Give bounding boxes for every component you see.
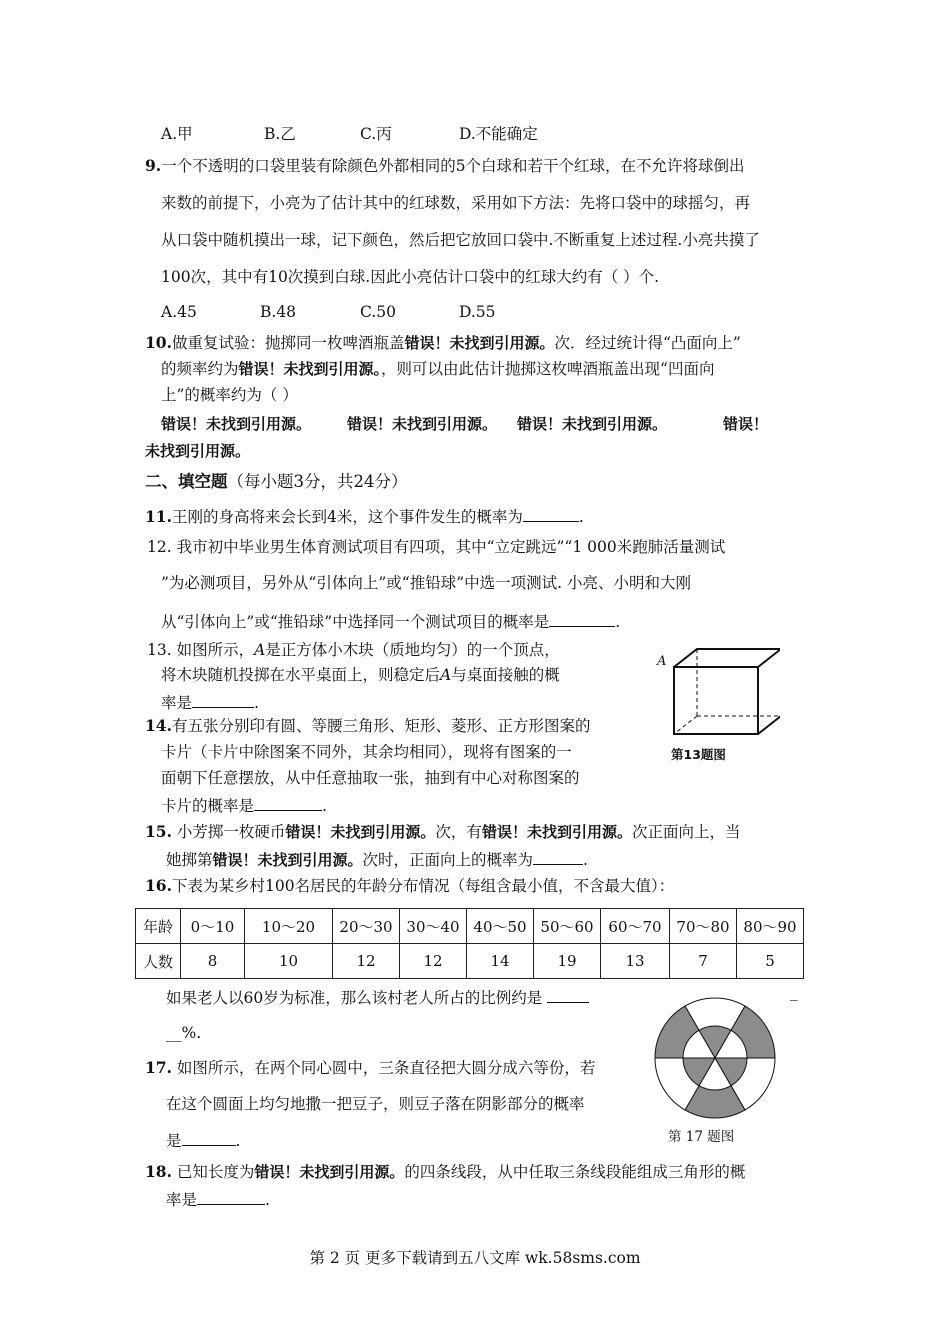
- q10-option-d-part: 错误！: [723, 415, 769, 433]
- q9-text-1: 一个不透明的口袋里装有除颜色外都相同的5个白球和若干个红球，在不允许将球倒出: [161, 157, 745, 175]
- table-header-cell: 20～30: [333, 909, 400, 944]
- q14-text-1: 有五张分别印有圆、等腰三角形、矩形、菱形、正方形图案的: [171, 717, 591, 735]
- table-cell: 5: [737, 944, 804, 979]
- error-ref: 错误！未找到引用源。: [254, 1163, 405, 1181]
- q13-text-2b: 与桌面接触的概: [451, 666, 560, 684]
- q17-line-1: [145, 1058, 595, 1078]
- table-cell: 12: [400, 944, 467, 979]
- q9-option-c: C.50: [360, 303, 396, 321]
- q10-line-1: [145, 333, 741, 353]
- q15-text-1c: 次正面向上，当: [631, 823, 741, 841]
- section-2-heading: [145, 472, 408, 492]
- q15-end: .: [583, 851, 588, 869]
- q14-line-4: [161, 794, 327, 816]
- q8-option-a: A.甲: [161, 125, 193, 143]
- table-header-cell: 40～50: [467, 909, 534, 944]
- table-cell: 7: [670, 944, 737, 979]
- q13-text-1b: 是正方体小木块（质地均匀）的一个顶点，: [265, 641, 560, 659]
- q8-option-d: D.不能确定: [459, 125, 538, 143]
- q16-tail-blank: _: [790, 983, 798, 1001]
- table-cell: 12: [333, 944, 400, 979]
- q13-line-3: [161, 691, 259, 713]
- q18-text-1a: 已知长度为: [171, 1163, 255, 1181]
- error-ref: 错误！未找到引用源。: [285, 823, 436, 841]
- q14-text-4: 卡片的概率是: [161, 797, 255, 815]
- q13-var-a: A: [254, 641, 266, 659]
- q16-after-line-1: [166, 986, 589, 1008]
- section-2-note: （每小题3分，共24分）: [227, 472, 408, 491]
- q14-end: .: [322, 797, 327, 815]
- q13-text-3: 率是: [161, 694, 193, 712]
- error-ref: 错误！未找到引用源。: [481, 823, 632, 841]
- q15-text-2b: 次时，正面向上的概率为: [362, 851, 534, 869]
- q16-intro: 下表为某乡村100名居民的年龄分布情况（每组含最小值，不含最大值）：: [171, 877, 675, 895]
- q11-end: .: [578, 508, 584, 526]
- q14-line-1: [145, 716, 590, 736]
- q17-line-3: [166, 1129, 240, 1151]
- q13-end: .: [254, 694, 259, 712]
- page-footer: 第 2 页 更多下载请到五八文库 wk.58sms.com: [309, 1249, 641, 1267]
- table-header-cell: 0～10: [181, 909, 245, 944]
- q18-line-1: [145, 1162, 745, 1182]
- table-header-cell: 80～90: [737, 909, 804, 944]
- table-cell: 10: [245, 944, 333, 979]
- table-row: [136, 944, 804, 979]
- q9-number: 9.: [145, 156, 162, 175]
- q15-text-1a: 小芳掷一枚硬币: [171, 823, 286, 841]
- q13-figure-caption: 第13题图: [671, 747, 726, 762]
- answer-blank[interactable]: [533, 848, 583, 865]
- q12-text-3: 从“引体向上”或“推铅球”中选择同一个测试项目的概率是: [161, 613, 550, 631]
- q11-text: 王刚的身高将来会长到4米，这个事件发生的概率为: [171, 508, 523, 526]
- q17-text-1: 如图所示，在两个同心圆中，三条直径把大圆分成六等份，若: [171, 1059, 596, 1077]
- q9-option-a: A.45: [161, 303, 197, 321]
- q18-end: .: [265, 1191, 270, 1209]
- error-ref: 错误！未找到引用源。: [212, 851, 363, 869]
- q9-line-3: 从口袋中随机摸出一球，记下颜色，然后把它放回口袋中.不断重复上述过程.小亮共摸了: [161, 231, 760, 249]
- q15-text-2a: 她掷第: [166, 851, 213, 869]
- q16-after-line-2: __%.: [166, 1024, 202, 1042]
- q12-line-1: 12. 我市初中毕业男生体育测试项目有四项，其中“立定跳远”“1 000米跑肺活量测试: [147, 538, 726, 556]
- concentric-circles-figure: [648, 996, 782, 1120]
- q15-line-2: [166, 848, 588, 870]
- q13-line-2: [161, 665, 560, 685]
- q10-option-d-rest: 未找到引用源。: [145, 442, 251, 460]
- q14-number: 14.: [145, 716, 172, 735]
- q14-line-2: 卡片（卡片中除图案不同外，其余均相同），现将有图案的一: [161, 743, 572, 761]
- q15-text-1b: 次，有: [435, 823, 482, 841]
- table-row: [136, 909, 804, 944]
- q12-end: .: [615, 613, 621, 631]
- answer-blank[interactable]: [197, 1188, 265, 1205]
- q17-text-3: 是: [166, 1132, 182, 1150]
- q10-option-c: 错误！未找到引用源。: [517, 415, 668, 433]
- q18-text-1b: 的四条线段，从中任取三条线段能组成三角形的概: [404, 1163, 746, 1181]
- answer-blank[interactable]: [182, 1129, 236, 1146]
- table-cell: 13: [601, 944, 670, 979]
- q16-intro-line: [145, 876, 674, 896]
- q16-after-text: 如果老人以60岁为标准，那么该村老人所占的比例约是: [166, 989, 543, 1007]
- answer-blank[interactable]: [523, 505, 579, 522]
- q10-text-2b: ，则可以由此估计抛掷这枚啤酒瓶盖出现“凹面向: [381, 360, 715, 378]
- q9-option-d: D.55: [459, 303, 496, 321]
- table-cell: 8: [181, 944, 245, 979]
- q9-line-2: 来数的前提下，小亮为了估计其中的红球数，采用如下方法：先将口袋中的球摇匀，再: [161, 194, 751, 212]
- q8-option-b: B.乙: [264, 125, 296, 143]
- q13-text-1a: 13. 如图所示，: [147, 641, 255, 659]
- table-header-cell: 70～80: [670, 909, 737, 944]
- q11-line: [145, 505, 584, 527]
- q10-text-1b: 次．经过统计得“凸面向上”: [554, 334, 741, 352]
- cube-figure: [650, 640, 780, 740]
- q11-number: 11.: [145, 507, 172, 526]
- q10-option-a: 错误！未找到引用源。: [161, 415, 312, 433]
- q10-options: [161, 414, 768, 434]
- q10-line-3: 上”的概率约为（ ）: [161, 386, 298, 404]
- age-distribution-table: [135, 908, 804, 979]
- table-cell: 14: [467, 944, 534, 979]
- cube-front-face: [674, 667, 758, 734]
- q18-number: 18.: [145, 1162, 172, 1181]
- q10-number: 10.: [145, 333, 172, 352]
- q15-number: 15.: [145, 822, 172, 841]
- q18-line-2: [166, 1188, 270, 1210]
- q17-number: 17.: [145, 1058, 172, 1077]
- section-2-title: 二、填空题: [145, 472, 228, 491]
- q15-line-1: [145, 822, 740, 842]
- answer-blank[interactable]: [254, 794, 322, 811]
- table-header-cell: 年龄: [136, 909, 181, 944]
- q13-text-2a: 将木块随机投掷在水平桌面上，则稳定后: [161, 666, 441, 684]
- answer-blank[interactable]: [192, 691, 254, 708]
- q12-line-3: [161, 610, 620, 632]
- answer-blank[interactable]: [547, 986, 589, 1003]
- error-ref: 错误！未找到引用源。: [404, 334, 555, 352]
- q9-line-1: [145, 156, 745, 176]
- q10-option-b: 错误！未找到引用源。: [347, 415, 498, 433]
- error-ref: 错误！未找到引用源。: [238, 360, 382, 378]
- q17-end: .: [235, 1132, 241, 1150]
- cube-right-face: [758, 649, 780, 734]
- q10-text-2a: 的频率约为: [161, 360, 239, 378]
- cube-vertex-label: A: [657, 654, 667, 669]
- table-header-cell: 60～70: [601, 909, 670, 944]
- q10-options-wrap: [145, 441, 250, 461]
- q9-line-4: 100次，其中有10次摸到白球.因此小亮估计口袋中的红球大约有（ ）个.: [161, 268, 660, 286]
- q16-number: 16.: [145, 876, 172, 895]
- table-header-cell: 30～40: [400, 909, 467, 944]
- q14-line-3: 面朝下任意摆放，从中任意抽取一张，抽到有中心对称图案的: [161, 769, 580, 787]
- q12-line-2: ”为必测项目，另外从“引体向上”或“推铅球”中选一项测试. 小亮、小明和大刚: [161, 574, 691, 592]
- table-row-label: 人数: [136, 944, 181, 979]
- circle-rings: [655, 998, 775, 1118]
- table-header-cell: 10～20: [245, 909, 333, 944]
- q18-text-2: 率是: [166, 1191, 198, 1209]
- q17-figure-caption: 第 17 题图: [668, 1129, 735, 1145]
- table-cell: 19: [534, 944, 601, 979]
- answer-blank[interactable]: [549, 610, 615, 627]
- q9-option-b: B.48: [260, 303, 297, 321]
- q10-text-1a: 做重复试验：抛掷同一枚啤酒瓶盖: [171, 334, 405, 352]
- table-header-cell: 50～60: [534, 909, 601, 944]
- q13-line-1: [147, 640, 560, 660]
- q10-line-2: [161, 359, 714, 379]
- q13-var-a: A: [440, 666, 452, 684]
- q17-line-2: 在这个圆面上均匀地撒一把豆子，则豆子落在阴影部分的概率: [166, 1095, 585, 1113]
- cube-top-face: [674, 649, 780, 667]
- q8-option-c: C.丙: [360, 125, 392, 143]
